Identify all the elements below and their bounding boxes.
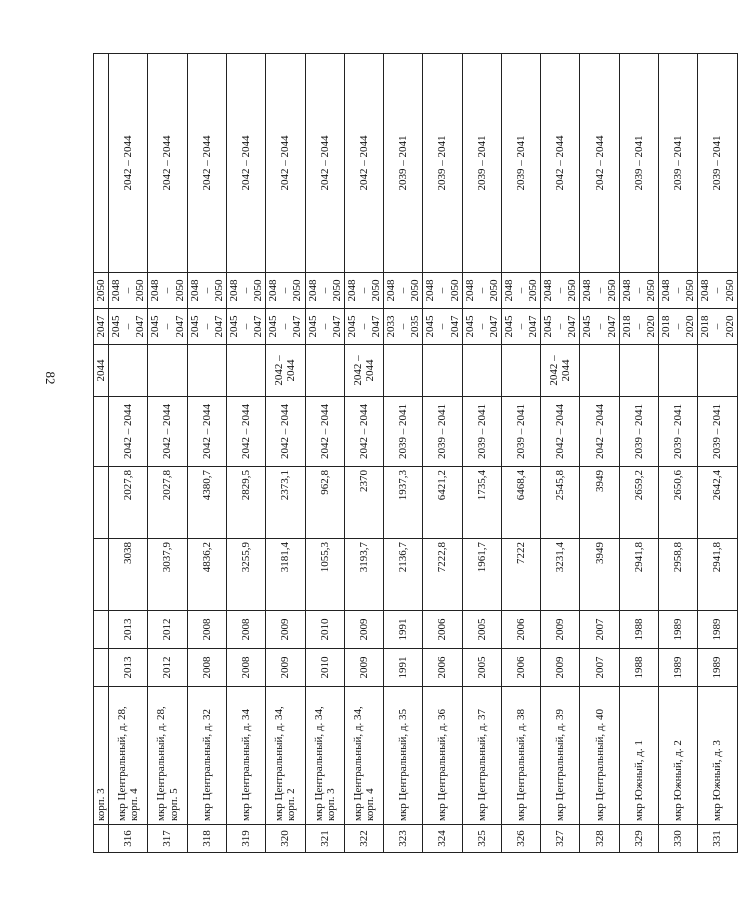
cell-2044 [462, 345, 501, 397]
cell-num: 317 [148, 825, 187, 853]
cell-area-total: 3037,9 [148, 539, 187, 611]
cell-year-commissioned: 1991 [384, 611, 423, 649]
cell-address: мкр Южный, д. 1 [619, 687, 658, 825]
cell-year-built: 2008 [187, 649, 226, 687]
cell-area-living: 1937,3 [384, 467, 423, 539]
cell-period: 2042 – 2044 [109, 397, 148, 467]
cell-last-period: 2042 – 2044 [109, 54, 148, 273]
cell-year-built: 1989 [659, 649, 698, 687]
cell-year-commissioned: 2008 [226, 611, 265, 649]
cell-2044 [305, 345, 344, 397]
cell-last-period: 2042 – 2044 [580, 54, 619, 273]
cell-area-living: 4380,7 [187, 467, 226, 539]
cell-year-commissioned: 2007 [580, 611, 619, 649]
cell-2047: 2045 – 2047 [541, 309, 580, 345]
cell-2044 [384, 345, 423, 397]
cell-period: 2039 – 2041 [423, 397, 462, 467]
cell-area-living: 1735,4 [462, 467, 501, 539]
table-row [384, 54, 423, 853]
table-row [698, 54, 737, 853]
cell-year-commissioned: 2009 [541, 611, 580, 649]
cell-year-built: 2005 [462, 649, 501, 687]
cell-address: мкр Южный, д. 3 [698, 687, 737, 825]
table-row [344, 54, 383, 853]
table-row-continuation [94, 54, 109, 853]
cell-2050: 2048 – 2050 [580, 273, 619, 309]
cell-num: 322 [344, 825, 383, 853]
cell-last-period: 2039 – 2041 [698, 54, 737, 273]
cell-area-total: 3193,7 [344, 539, 383, 611]
cell-2047: 2045 – 2047 [226, 309, 265, 345]
cell-last-period: 2039 – 2041 [659, 54, 698, 273]
cell-2044 [423, 345, 462, 397]
cell-2050: 2048 – 2050 [305, 273, 344, 309]
cell-period: 2039 – 2041 [698, 397, 737, 467]
cell-2050: 2048 – 2050 [384, 273, 423, 309]
cell-2047: 2045 – 2047 [187, 309, 226, 345]
cell-address: мкр Центральный, д. 28, корп. 4 [109, 687, 148, 825]
cell-area-total: 3231,4 [541, 539, 580, 611]
cell-address: мкр Центральный, д. 34, корп. 3 [305, 687, 344, 825]
table-row [619, 54, 658, 853]
cell-last-period: 2039 – 2041 [423, 54, 462, 273]
cell-area-total: 3949 [580, 539, 619, 611]
cell-empty [94, 611, 109, 649]
cell-year-built: 2008 [226, 649, 265, 687]
cell-2047: 2045 – 2047 [501, 309, 540, 345]
cell-2047: 2045 – 2047 [305, 309, 344, 345]
cell-2047: 2018 – 2020 [698, 309, 737, 345]
cell-num: 321 [305, 825, 344, 853]
cell-2047: 2045 – 2047 [148, 309, 187, 345]
cell-area-living: 2642,4 [698, 467, 737, 539]
cell-area-total: 2941,8 [619, 539, 658, 611]
cell-2047: 2045 – 2047 [423, 309, 462, 345]
cell-area-total: 2136,7 [384, 539, 423, 611]
cell-year-built: 2009 [541, 649, 580, 687]
cell-2050: 2048 – 2050 [619, 273, 658, 309]
cell-period: 2042 – 2044 [344, 397, 383, 467]
cell-year-built: 2010 [305, 649, 344, 687]
cell-area-living: 2027,8 [109, 467, 148, 539]
cell-area-total: 4836,2 [187, 539, 226, 611]
cell-2050: 2048 – 2050 [659, 273, 698, 309]
registry-table [93, 53, 738, 853]
cell-2050: 2048 – 2050 [462, 273, 501, 309]
cell-period: 2039 – 2041 [384, 397, 423, 467]
cell-last-period: 2039 – 2041 [501, 54, 540, 273]
cell-2050: 2048 – 2050 [698, 273, 737, 309]
cell-2047: 2045 – 2047 [109, 309, 148, 345]
cell-last-period: 2042 – 2044 [305, 54, 344, 273]
cell-last-period: 2042 – 2044 [226, 54, 265, 273]
cell-num: 318 [187, 825, 226, 853]
cell-year-built: 2006 [501, 649, 540, 687]
cell-2044 [501, 345, 540, 397]
cell-address: мкр Центральный, д. 32 [187, 687, 226, 825]
cell-2044 [187, 345, 226, 397]
cell-empty [94, 397, 109, 467]
cell-area-total: 1961,7 [462, 539, 501, 611]
cell-last-period: 2042 – 2044 [266, 54, 305, 273]
cell-period: 2039 – 2041 [501, 397, 540, 467]
cell-area-living: 2659,2 [619, 467, 658, 539]
cell-2047: 2045 – 2047 [344, 309, 383, 345]
cell-2044 [148, 345, 187, 397]
cell-2044 [109, 345, 148, 397]
cell-year-commissioned: 2006 [423, 611, 462, 649]
cell-num: 327 [541, 825, 580, 853]
cell-last-period: 2042 – 2044 [187, 54, 226, 273]
cell-year-commissioned: 2005 [462, 611, 501, 649]
cell-empty [94, 539, 109, 611]
cell-address: мкр Центральный, д. 34 [226, 687, 265, 825]
cell-year-built: 2009 [344, 649, 383, 687]
cell-address: мкр Центральный, д. 35 [384, 687, 423, 825]
table-row [580, 54, 619, 853]
cell-year-built: 2006 [423, 649, 462, 687]
cell-area-living: 6421,2 [423, 467, 462, 539]
table-row [187, 54, 226, 853]
cell-2044 [619, 345, 658, 397]
cell-last-period: 2042 – 2044 [344, 54, 383, 273]
cell-2044 [226, 345, 265, 397]
cell-year-commissioned: 2008 [187, 611, 226, 649]
cell-area-total: 7222,8 [423, 539, 462, 611]
table-row [462, 54, 501, 853]
cell-2047: 2045 – 2047 [580, 309, 619, 345]
table-row [109, 54, 148, 853]
cell-address: мкр Центральный, д. 39 [541, 687, 580, 825]
cell-year-built: 2009 [266, 649, 305, 687]
cell-year-commissioned: 1988 [619, 611, 658, 649]
table-row [541, 54, 580, 853]
header-2050: 2050 [94, 273, 109, 309]
cell-area-total: 2941,8 [698, 539, 737, 611]
cell-area-living: 2370 [344, 467, 383, 539]
cell-area-total: 2958,8 [659, 539, 698, 611]
cell-year-built: 2007 [580, 649, 619, 687]
cell-area-living: 2027,8 [148, 467, 187, 539]
cell-area-living: 2650,6 [659, 467, 698, 539]
cell-year-built: 1988 [619, 649, 658, 687]
cell-area-living: 962,8 [305, 467, 344, 539]
cell-2050: 2048 – 2050 [266, 273, 305, 309]
cell-period: 2042 – 2044 [580, 397, 619, 467]
cell-2044: 2042 – 2044 [541, 345, 580, 397]
cell-year-commissioned: 2013 [109, 611, 148, 649]
cell-address: мкр Центральный, д. 28, корп. 5 [148, 687, 187, 825]
cell-period: 2042 – 2044 [226, 397, 265, 467]
cell-last-period: 2039 – 2041 [384, 54, 423, 273]
cell-last-period: 2039 – 2041 [619, 54, 658, 273]
cell-2047: 2045 – 2047 [266, 309, 305, 345]
cell-2047: 2033 – 2035 [384, 309, 423, 345]
cell-period: 2042 – 2044 [541, 397, 580, 467]
cell-year-built: 1989 [698, 649, 737, 687]
cell-empty [94, 649, 109, 687]
cell-empty [94, 54, 109, 273]
cell-num: 331 [698, 825, 737, 853]
cell-2047: 2018 – 2020 [619, 309, 658, 345]
cell-2050: 2048 – 2050 [423, 273, 462, 309]
cell-area-living: 2373,1 [266, 467, 305, 539]
cell-period: 2042 – 2044 [148, 397, 187, 467]
table-row [423, 54, 462, 853]
cell-area-living: 3949 [580, 467, 619, 539]
cell-2044 [580, 345, 619, 397]
cell-num: 326 [501, 825, 540, 853]
cell-area-living: 2545,8 [541, 467, 580, 539]
cell-address: мкр Центральный, д. 38 [501, 687, 540, 825]
cell-2044: 2042 – 2044 [344, 345, 383, 397]
cell-2044: 2042 – 2044 [266, 345, 305, 397]
cell-area-total: 3038 [109, 539, 148, 611]
cell-period: 2042 – 2044 [305, 397, 344, 467]
cell-year-commissioned: 2012 [148, 611, 187, 649]
table-container [93, 53, 736, 853]
cell-area-total: 3255,9 [226, 539, 265, 611]
cell-address: корп. 3 [94, 687, 109, 825]
cell-year-built: 2013 [109, 649, 148, 687]
cell-2047: 2045 – 2047 [462, 309, 501, 345]
cell-address: мкр Центральный, д. 37 [462, 687, 501, 825]
cell-area-total: 3181,4 [266, 539, 305, 611]
cell-address: мкр Центральный, д. 34, корп. 4 [344, 687, 383, 825]
cell-year-commissioned: 2009 [266, 611, 305, 649]
cell-last-period: 2042 – 2044 [148, 54, 187, 273]
cell-period: 2039 – 2041 [659, 397, 698, 467]
cell-2050: 2048 – 2050 [344, 273, 383, 309]
cell-area-total: 7222 [501, 539, 540, 611]
cell-num: 323 [384, 825, 423, 853]
cell-2044 [698, 345, 737, 397]
cell-address: мкр Центральный, д. 36 [423, 687, 462, 825]
cell-year-commissioned: 1989 [659, 611, 698, 649]
table-row [659, 54, 698, 853]
cell-empty [94, 467, 109, 539]
table-row [226, 54, 265, 853]
cell-2050: 2048 – 2050 [187, 273, 226, 309]
cell-address: мкр Южный, д. 2 [659, 687, 698, 825]
cell-num: 320 [266, 825, 305, 853]
cell-num: 328 [580, 825, 619, 853]
table-row [148, 54, 187, 853]
cell-year-commissioned: 2010 [305, 611, 344, 649]
cell-num: 324 [423, 825, 462, 853]
cell-last-period: 2039 – 2041 [462, 54, 501, 273]
cell-2050: 2048 – 2050 [148, 273, 187, 309]
cell-2047: 2018 – 2020 [659, 309, 698, 345]
cell-period: 2042 – 2044 [266, 397, 305, 467]
cell-num: 330 [659, 825, 698, 853]
page-number: 82 [43, 371, 58, 385]
table-row [305, 54, 344, 853]
cell-num: 329 [619, 825, 658, 853]
cell-area-living: 2829,5 [226, 467, 265, 539]
cell-year-commissioned: 2006 [501, 611, 540, 649]
cell-address: мкр Центральный, д. 40 [580, 687, 619, 825]
cell-year-built: 1991 [384, 649, 423, 687]
cell-num: 325 [462, 825, 501, 853]
cell-num: 319 [226, 825, 265, 853]
cell-2050: 2048 – 2050 [109, 273, 148, 309]
cell-num: 316 [109, 825, 148, 853]
cell-2050: 2048 – 2050 [541, 273, 580, 309]
cell-2050: 2048 – 2050 [226, 273, 265, 309]
table-row [501, 54, 540, 853]
cell-period: 2039 – 2041 [619, 397, 658, 467]
cell-period: 2042 – 2044 [187, 397, 226, 467]
table-row [266, 54, 305, 853]
cell-year-commissioned: 2009 [344, 611, 383, 649]
cell-num [94, 825, 109, 853]
cell-year-built: 2012 [148, 649, 187, 687]
cell-address: мкр Центральный, д. 34, корп. 2 [266, 687, 305, 825]
header-2047: 2047 [94, 309, 109, 345]
cell-area-total: 1055,3 [305, 539, 344, 611]
header-2044: 2044 [94, 345, 109, 397]
cell-period: 2039 – 2041 [462, 397, 501, 467]
cell-last-period: 2042 – 2044 [541, 54, 580, 273]
cell-area-living: 6468,4 [501, 467, 540, 539]
cell-2044 [659, 345, 698, 397]
cell-2050: 2048 – 2050 [501, 273, 540, 309]
cell-year-commissioned: 1989 [698, 611, 737, 649]
